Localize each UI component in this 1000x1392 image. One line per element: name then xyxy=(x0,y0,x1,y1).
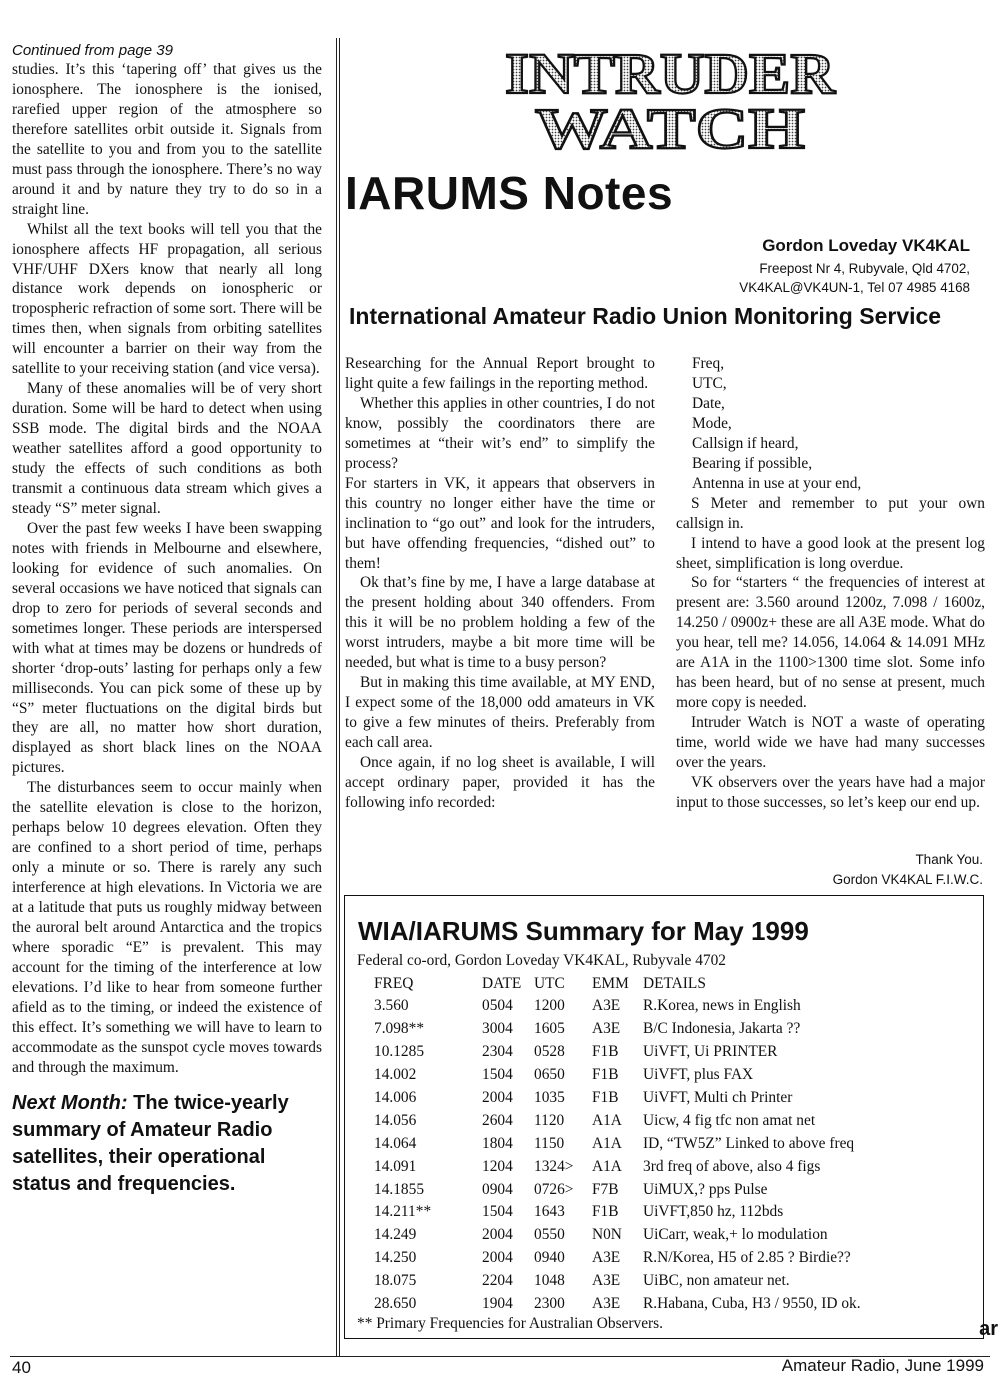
cell-freq: 14.211** xyxy=(374,1203,432,1221)
table-row xyxy=(360,1064,861,1087)
header-details: DETAILS xyxy=(643,975,706,992)
cell-freq: 14.056 xyxy=(374,1111,417,1129)
right-paragraph: VK observers over the years have had a major input to those successes, so let’s keep our end up. xyxy=(676,774,985,811)
info-field: Bearing if possible, xyxy=(692,454,813,472)
cell-details: Uicw, 4 fig tfc non amat net xyxy=(643,1111,816,1129)
cell-utc: 1048 xyxy=(534,1272,565,1290)
middle-paragraph: Ok that’s fine by me, I have a large database at the present holding about 340 offenders. From this it will be no problem holding a few of the worst intruders, maybe a bit more time will be needed, but what is time to a busy person? xyxy=(345,574,655,672)
cell-date: 0904 xyxy=(482,1180,513,1198)
cell-freq: 14.250 xyxy=(374,1249,417,1267)
middle-paragraph: But in making this time available, at MY END, I expect some of the 18,000 odd amateurs in VK to give a few minutes of theirs. Preferably from each call area. xyxy=(345,674,655,752)
left-paragraph: Over the past few weeks I have been swapping notes with friends in Melbourne and elsewhere, looking for evidence of such anomalies. On several occasions we have noticed that signals can drop to zero for periods of several seconds and sometimes longer. These periods are interspersed with what at times may be dozens or hundreds of shorter ‘drop-outs’ lasting for perhaps only a few milliseconds. You can pick some of these up by “S” meter fluctuations on the digital birds but they are all, no matter how short duration, displayed as short black lines on the NOAA pictures. xyxy=(12,519,322,777)
signature: Gordon VK4KAL F.I.W.C. xyxy=(832,872,983,887)
info-field: UTC, xyxy=(692,374,727,392)
cell-freq: 28.650 xyxy=(374,1295,417,1313)
cell-emm: A1A xyxy=(592,1134,622,1152)
cell-details: UiBC, non amateur net. xyxy=(643,1272,790,1290)
cell-details: ID, “TW5Z” Linked to above freq xyxy=(643,1134,855,1152)
cell-freq: 3.560 xyxy=(374,997,409,1015)
author-address: Freepost Nr 4, Rubyvale, Qld 4702, xyxy=(759,261,970,276)
cell-emm: A1A xyxy=(592,1111,622,1129)
cell-utc: 0726> xyxy=(534,1180,574,1198)
intruder-watch-logo xyxy=(500,38,840,158)
table-row xyxy=(360,1178,861,1201)
cell-utc: 2300 xyxy=(534,1295,565,1313)
left-column xyxy=(12,42,322,1198)
cell-date: 1504 xyxy=(482,1066,513,1084)
right-paragraph: Intruder Watch is NOT a waste of operating time, world wide we have had many successes over the years. xyxy=(676,714,985,772)
info-field: Antenna in use at your end, xyxy=(692,474,862,492)
header-date: DATE xyxy=(482,975,522,992)
page-number: 40 xyxy=(12,1358,31,1377)
cell-date: 2004 xyxy=(482,1226,513,1244)
cell-details: UiCarr, weak,+ lo modulation xyxy=(643,1226,828,1244)
right-paragraph: I intend to have a good look at the present log sheet, simplification is long overdue. xyxy=(676,534,985,572)
cell-freq: 10.1285 xyxy=(374,1043,425,1061)
summary-coordinator: Federal co-ord, Gordon Loveday VK4KAL, Rubyvale 4702 xyxy=(357,952,727,969)
table-row xyxy=(360,1270,861,1293)
left-paragraph: studies. It’s this ‘tapering off’ that gives us the ionosphere. The ionosphere is the ionised, rarefied upper region of the atmosphere so therefore satellites orbit outside it. Signals from the satellite to you and from you to the satellite must pass through the ionosphere. There’s no way around it and by nature they try to do so in a straight line. xyxy=(12,61,322,218)
cell-details: R.Korea, news in English xyxy=(643,997,801,1015)
cell-emm: F1B xyxy=(592,1089,619,1106)
cell-utc: 0550 xyxy=(534,1226,565,1244)
info-field: Date, xyxy=(692,394,725,412)
table-row xyxy=(360,1018,861,1041)
cell-emm: N0N xyxy=(592,1226,622,1244)
cell-freq: 14.1855 xyxy=(374,1180,425,1198)
left-paragraph: The disturbances seem to occur mainly when the satellite elevation is close to the horizon, perhaps below 10 degrees elevation. Often they are confined to a short period of time, perhaps only a minute or so. There is rarely any such interference at high elevations. In Victoria we are at a latitude that puts us roughly midway between the auroral belt around Antarctica and the tropics where sporadic “E” is prevalent. This may account for the timing of the interference at low elevations. I’d like to hear from someone further afield as to the timing, or indeed the existence of this effect. It’s something we will have to learn to accommodate as the sunspot cycle moves towards and through the maximum. xyxy=(12,779,322,1076)
summary-footnote: ** Primary Frequencies for Australian Observers. xyxy=(357,1315,664,1332)
cell-details: UiVFT,850 hz, 112bds xyxy=(643,1203,784,1221)
header-utc: UTC xyxy=(534,975,565,992)
cell-utc: 1200 xyxy=(534,997,565,1015)
cell-utc: 1605 xyxy=(534,1020,565,1038)
cell-date: 2304 xyxy=(482,1043,513,1061)
cell-date: 1804 xyxy=(482,1134,513,1152)
cell-utc: 1324> xyxy=(534,1157,574,1175)
cell-date: 2004 xyxy=(482,1249,513,1267)
cell-freq: 14.006 xyxy=(374,1089,417,1106)
cell-emm: F7B xyxy=(592,1180,619,1198)
right-paragraph: S Meter and remember to put your own callsign in. xyxy=(676,494,985,532)
cell-date: 3004 xyxy=(482,1020,513,1038)
info-field: Freq, xyxy=(692,355,725,372)
cell-emm: A1A xyxy=(592,1157,622,1175)
table-row xyxy=(360,995,861,1018)
cell-emm: A3E xyxy=(592,1249,621,1267)
column-divider xyxy=(336,38,340,1356)
cell-utc: 1150 xyxy=(534,1134,565,1152)
cell-details: B/C Indonesia, Jakarta ?? xyxy=(643,1020,801,1038)
cell-emm: F1B xyxy=(592,1043,619,1061)
footer-publication: Amateur Radio, June 1999 xyxy=(781,1356,984,1375)
cell-date: 2004 xyxy=(482,1089,513,1106)
author-name: Gordon Loveday VK4KAL xyxy=(762,236,970,255)
cell-freq: 14.091 xyxy=(374,1157,417,1175)
cell-date: 1204 xyxy=(482,1157,513,1175)
cell-utc: 0940 xyxy=(534,1249,565,1267)
middle-column xyxy=(345,354,655,813)
cell-emm: A3E xyxy=(592,1295,621,1313)
left-paragraph: Many of these anomalies will be of very short duration. Some will be hard to detect when using SSB mode. The digital birds and the NOAA weather satellites afford a good opportunity to study the effects of such conditions as both transmit a continuous data stream which gives a steady “S” meter signal. xyxy=(12,380,322,517)
cell-details: R.Habana, Cuba, H3 / 9550, ID ok. xyxy=(643,1295,861,1313)
table-row xyxy=(360,1293,861,1316)
summary-table xyxy=(360,973,861,1315)
cell-details: UiVFT, plus FAX xyxy=(643,1066,754,1084)
cell-emm: F1B xyxy=(592,1066,619,1084)
continued-note: Continued from page 39 xyxy=(12,42,173,59)
table-row xyxy=(360,1041,861,1064)
info-field: Mode, xyxy=(692,414,732,432)
middle-paragraph: Once again, if no log sheet is available, I will accept ordinary paper, provided it has the following info recorded: xyxy=(345,754,655,811)
right-paragraph: So for “starters “ the frequencies of interest at present are: 3.560 around 1200z, 7.098 / 1600z, 14.250 / 0900z+ these are all A3E mode. What do you hear, tell me? 14.056, 14.064 & 14.091 MHz are A1A in the 1100>1300 time slot. Some info has been heard, but of no sense at present, much more copy is needed. xyxy=(676,574,985,712)
table-row xyxy=(360,1201,861,1224)
cell-utc: 0650 xyxy=(534,1066,565,1084)
cell-freq: 14.249 xyxy=(374,1226,417,1244)
table-row xyxy=(360,1087,861,1110)
next-month-text: The twice-yearly summary of Amateur Radio satellites, their operational status and frequencies. xyxy=(12,1091,289,1195)
summary-body xyxy=(360,995,861,1315)
sign-off xyxy=(833,850,983,890)
header-freq: FREQ xyxy=(374,975,414,992)
end-mark: ar xyxy=(979,1318,998,1340)
table-row xyxy=(360,1132,861,1155)
cell-details: 3rd freq of above, also 4 figs xyxy=(643,1157,821,1175)
left-paragraph: Whilst all the text books will tell you that the ionosphere affects HF propagation, all serious VHF/UHF DXers know that nearly all long distance work depends on ionospheric or tropospheric refraction of some sort. There will be times then, when signals from orbiting satellites will encounter a barrier on their way from the satellite to your receiving station (and vice versa). xyxy=(12,220,322,378)
logo-line-1: INTRUDER xyxy=(505,41,837,106)
cell-freq: 18.075 xyxy=(374,1272,417,1290)
cell-utc: 0528 xyxy=(534,1043,565,1061)
cell-date: 0504 xyxy=(482,997,513,1015)
cell-freq: 7.098** xyxy=(374,1020,425,1038)
table-header-row xyxy=(360,973,861,995)
middle-paragraph: Researching for the Annual Report brought to light quite a few failings in the reporting method. xyxy=(345,355,655,392)
cell-date: 1904 xyxy=(482,1295,513,1313)
cell-emm: F1B xyxy=(592,1203,619,1221)
cell-freq: 14.064 xyxy=(374,1134,417,1152)
summary-title: WIA/IARUMS Summary for May 1999 xyxy=(358,916,809,946)
cell-date: 2204 xyxy=(482,1272,513,1290)
cell-details: UiVFT, Multi ch Printer xyxy=(643,1089,793,1106)
cell-utc: 1035 xyxy=(534,1089,565,1106)
cell-freq: 14.002 xyxy=(374,1066,417,1084)
cell-emm: A3E xyxy=(592,1020,621,1038)
author-contact: VK4KAL@VK4UN-1, Tel 07 4985 4168 xyxy=(739,280,970,295)
header-emm: EMM xyxy=(592,975,629,992)
cell-details: UiVFT, Ui PRINTER xyxy=(643,1043,778,1061)
section-subheading: International Amateur Radio Union Monitoring Service xyxy=(349,303,942,329)
table-row xyxy=(360,1224,861,1247)
cell-emm: A3E xyxy=(592,997,621,1015)
thanks-text: Thank You. xyxy=(915,852,983,867)
info-field: Callsign if heard, xyxy=(692,434,799,452)
logo-line-2: WATCH xyxy=(535,96,805,158)
author-block xyxy=(739,236,970,297)
cell-emm: A3E xyxy=(592,1272,621,1290)
cell-date: 1504 xyxy=(482,1203,513,1221)
middle-paragraph: Whether this applies in other countries, I do not know, possibly the coordinators there are sometimes at “their wit’s end” to simplify the process? xyxy=(345,394,655,472)
middle-paragraph: For starters in VK, it appears that observers in this country no longer either have the time or inclination to “go out” and look for the intruders, but have offending frequencies, “dished out” to them! xyxy=(345,474,655,572)
right-column xyxy=(676,354,985,813)
page-title: IARUMS Notes xyxy=(345,167,674,219)
table-row xyxy=(360,1155,861,1178)
cell-details: UiMUX,? pps Pulse xyxy=(643,1180,768,1198)
cell-date: 2604 xyxy=(482,1111,513,1129)
next-month-teaser xyxy=(12,1090,322,1198)
cell-utc: 1120 xyxy=(534,1111,565,1129)
table-row xyxy=(360,1109,861,1132)
cell-utc: 1643 xyxy=(534,1203,565,1221)
cell-details: R.N/Korea, H5 of 2.85 ? Birdie?? xyxy=(643,1249,851,1267)
next-month-label: Next Month: xyxy=(12,1091,128,1114)
summary-box xyxy=(344,895,984,1339)
table-row xyxy=(360,1247,861,1270)
